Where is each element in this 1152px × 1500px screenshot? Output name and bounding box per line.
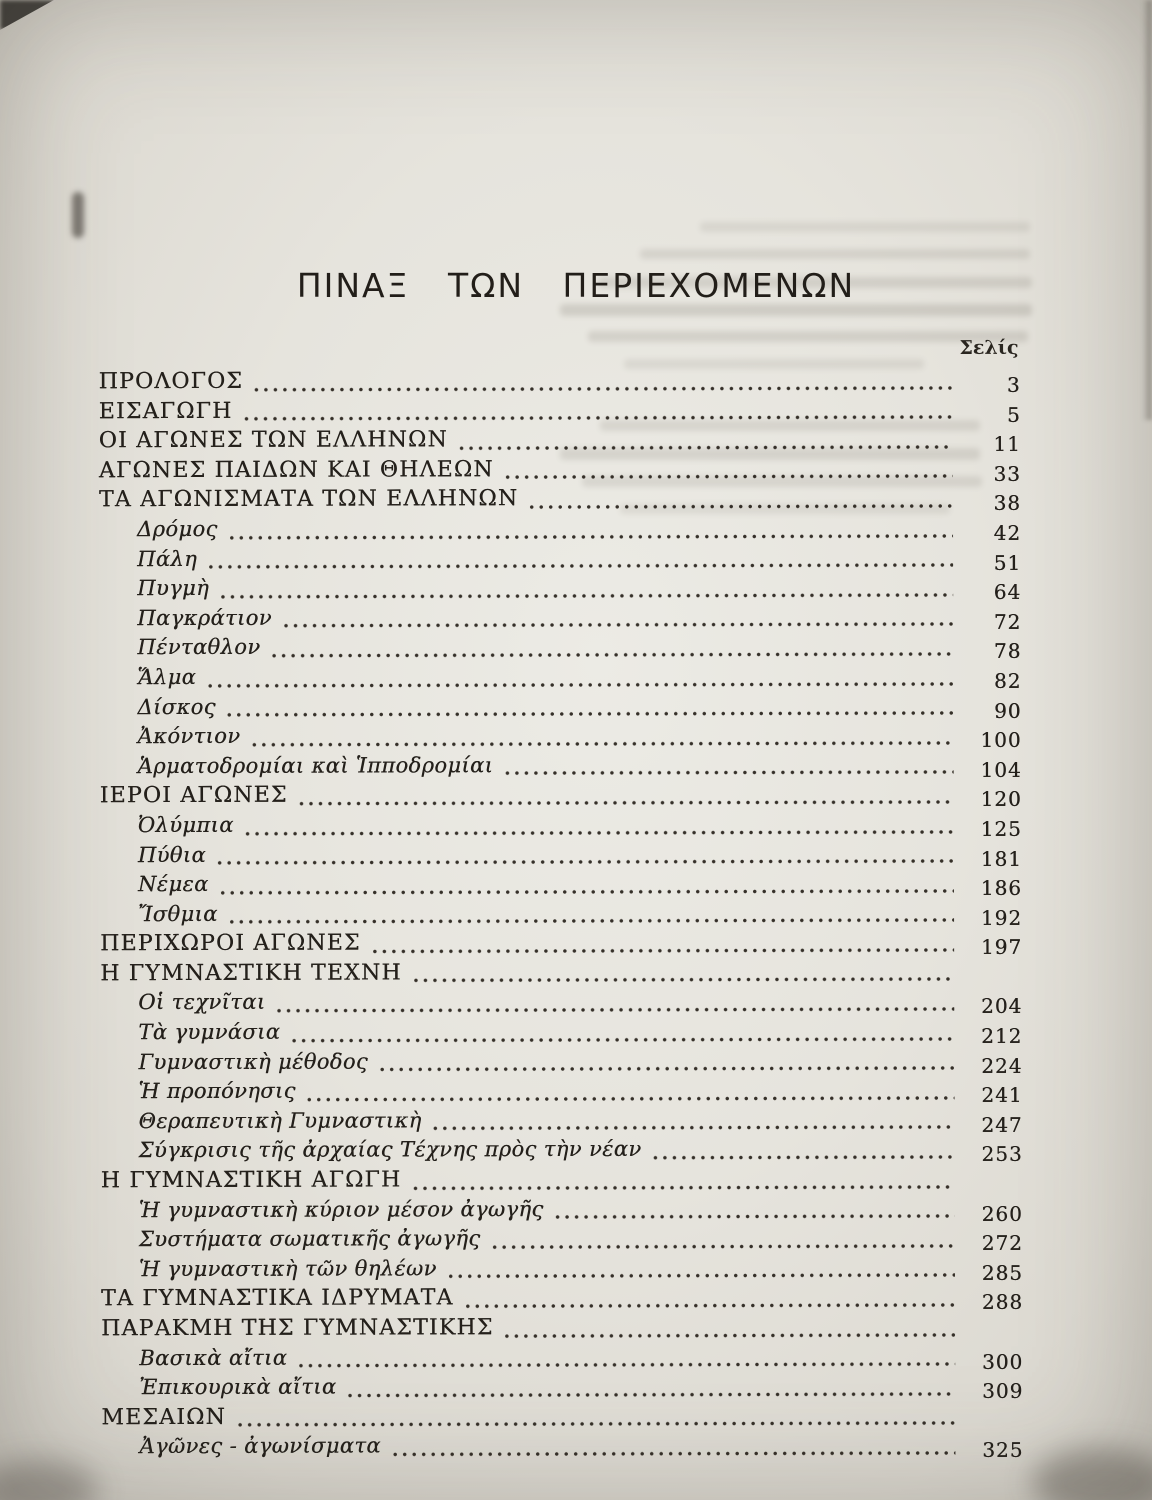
toc-entry-label: Ἡ γυμναστικὴ τῶν θηλέων [138, 1256, 437, 1281]
toc-leader-dots [410, 1185, 954, 1190]
toc-entry [99, 544, 1021, 576]
toc-entry [100, 1018, 1022, 1050]
toc-entry [99, 456, 1021, 488]
toc-leader-dots [241, 415, 952, 421]
toc-entry-label: Ἐπικουρικὰ αἴτια [139, 1374, 337, 1400]
scan-corner-shadow [1032, 1448, 1152, 1500]
toc-entry [101, 1225, 1023, 1257]
toc-entry-label: ΤΑ ΑΓΩΝΙΣΜΑΤΑ ΤΩΝ ΕΛΛΗΝΩΝ [98, 486, 519, 513]
toc-entry-page-number: 125 [980, 816, 1022, 841]
toc-entry [99, 485, 1021, 517]
toc-leader-dots [446, 1273, 955, 1278]
toc-leader-dots [297, 800, 954, 806]
toc-entry-label: Νέμεα [137, 872, 209, 897]
toc-leader-dots [431, 1125, 955, 1130]
toc-entry [100, 811, 1022, 843]
toc-entry-page-number: 5 [1006, 402, 1021, 427]
toc-leader-dots [370, 948, 954, 954]
toc-entry-page-number: 64 [993, 579, 1022, 605]
toc-entry [100, 1077, 1022, 1109]
toc-entry [101, 1255, 1023, 1287]
toc-entry [101, 1373, 1023, 1405]
toc-entry-label: Ἡ γυμναστικὴ κύριον μέσον ἀγωγῆς [138, 1196, 544, 1222]
toc-entry-label: Η ΓΥΜΝΑΣΤΙΚΗ ΑΓΩΓΗ [100, 1167, 402, 1194]
toc-entry [100, 1047, 1022, 1079]
toc-entry [100, 959, 1022, 991]
toc-leader-dots [281, 622, 953, 628]
bleedthrough-line [640, 249, 1030, 259]
toc-entry-page-number: 90 [994, 698, 1022, 723]
toc-leader-dots [390, 1451, 955, 1456]
toc-entry-label: ΠΡΟΛΟΓΟΣ [98, 368, 244, 395]
toc-entry [100, 722, 1022, 754]
toc-entry-label: Βασικὰ αἴτια [139, 1345, 288, 1370]
toc-entry-label: Ἡ προπόνησις [138, 1078, 296, 1104]
scan-corner-shadow [0, 1460, 98, 1500]
toc-leader-dots [463, 1303, 955, 1308]
toc-leader-dots [205, 682, 953, 688]
toc-entry-label: Οἱ τεχνῖται [138, 990, 266, 1015]
toc-entry-page-number: 33 [993, 461, 1021, 486]
page-number-column-header: Σελίς [959, 336, 1019, 359]
scan-edge-shadow [1142, 0, 1152, 420]
toc-leader-dots [215, 859, 954, 865]
toc-entry-label: ΙΕΡΟΙ ΑΓΩΝΕΣ [99, 783, 288, 809]
toc-leader-dots [269, 652, 953, 658]
toc-entry-page-number: 197 [980, 935, 1023, 960]
toc-leader-dots [503, 474, 953, 479]
toc-leader-dots [225, 711, 954, 717]
toc-leader-dots [274, 1007, 954, 1013]
toc-entry-label: ΠΕΡΙΧΩΡΟΙ ΑΓΩΝΕΣ [100, 930, 361, 957]
toc-leader-dots [218, 889, 954, 895]
toc-entry-label: Τὰ γυμνάσια [138, 1019, 281, 1045]
page-title: ΠΙΝΑΞ ΤΩΝ ΠΕΡΙΕΧΟΜΕΝΩΝ [296, 266, 856, 305]
toc-entry-page-number: 285 [981, 1260, 1024, 1285]
toc-entry [101, 1195, 1023, 1227]
toc-entry [99, 574, 1021, 606]
toc-entry [99, 426, 1021, 458]
toc-leader-dots [377, 1066, 954, 1072]
toc-leader-dots [527, 504, 953, 509]
toc-entry-label: Η ΓΥΜΝΑΣΤΙΚΗ ΤΕΧΝΗ [100, 960, 402, 987]
toc-leader-dots [305, 1096, 955, 1102]
toc-entry-page-number: 309 [982, 1378, 1024, 1404]
toc-entry-page-number: 100 [980, 727, 1022, 753]
toc-entry-label: ΤΑ ΓΥΜΝΑΣΤΙΚΑ ΙΔΡΥΜΑΤΑ [101, 1285, 454, 1312]
toc-entry-page-number: 253 [981, 1142, 1023, 1167]
toc-entry-label: ΑΓΩΝΕΣ ΠΑΙΔΩΝ ΚΑΙ ΘΗΛΕΩΝ [98, 456, 494, 483]
toc-entry [101, 1107, 1023, 1139]
toc-entry-label: Συστήματα σωματικῆς ἀγωγῆς [138, 1226, 481, 1252]
toc-entry-label: Πάλη [137, 546, 198, 571]
toc-entry [99, 633, 1021, 665]
toc-entry [100, 870, 1022, 902]
toc-leader-dots [206, 563, 953, 569]
toc-entry-label: ΜΕΣΑΙΩΝ [101, 1404, 226, 1430]
table-of-contents [99, 337, 1024, 1464]
toc-leader-dots [457, 445, 953, 450]
toc-entry [100, 929, 1022, 961]
toc-entry [99, 515, 1021, 547]
toc-entry-label: ΠΑΡΑΚΜΗ ΤΗΣ ΓΥΜΝΑΣΤΙΚΗΣ [101, 1315, 494, 1342]
toc-entry [101, 1403, 1023, 1435]
toc-entry-page-number: 42 [993, 520, 1022, 545]
toc-leader-dots [411, 977, 954, 982]
toc-entry-page-number: 192 [980, 905, 1023, 930]
toc-leader-dots [227, 534, 953, 540]
toc-entry-page-number: 288 [981, 1290, 1024, 1315]
toc-entry [100, 781, 1022, 813]
toc-entry [101, 1284, 1023, 1316]
toc-entry-label: Ὀλύμπια [137, 812, 234, 838]
toc-entry [99, 396, 1021, 428]
toc-entry [99, 692, 1021, 724]
toc-entry-page-number: 104 [980, 757, 1022, 782]
toc-leader-dots [651, 1155, 955, 1160]
toc-entry-label: Ἀγῶνες - ἀγωνίσματα [139, 1433, 381, 1459]
toc-entry [101, 1314, 1023, 1346]
toc-entry-page-number: 325 [982, 1438, 1024, 1463]
toc-entry-page-number: 247 [981, 1112, 1023, 1137]
toc-leader-dots [227, 918, 954, 924]
toc-entry-page-number: 300 [981, 1349, 1024, 1374]
toc-entry-page-number: 204 [981, 994, 1023, 1019]
toc-entry-page-number: 181 [980, 846, 1022, 871]
toc-entry-page-number: 82 [993, 668, 1022, 693]
toc-entry-label: Ἅλμα [137, 664, 197, 690]
toc-entry-label: ΟΙ ΑΓΩΝΕΣ ΤΩΝ ΕΛΛΗΝΩΝ [98, 427, 448, 454]
toc-entry [101, 1432, 1023, 1464]
toc-entry-page-number: 3 [1006, 372, 1021, 397]
toc-leader-dots [489, 1244, 954, 1249]
toc-entry-label: Παγκράτιον [137, 605, 272, 630]
toc-entry [100, 752, 1022, 784]
toc-leader-dots [345, 1392, 955, 1398]
toc-entry-label: Θεραπευτικὴ Γυμναστικὴ [138, 1108, 422, 1133]
toc-leader-dots [249, 741, 953, 747]
toc-leader-dots [252, 386, 953, 392]
toc-entry-page-number: 38 [993, 491, 1021, 516]
toc-entry-label: Γυμναστικὴ μέθοδος [138, 1049, 369, 1074]
toc-leader-dots [502, 770, 953, 775]
toc-entry-page-number: 11 [993, 431, 1021, 457]
toc-leader-dots [296, 1362, 955, 1368]
bleedthrough-line [700, 222, 1030, 232]
toc-entry-page-number: 241 [981, 1083, 1023, 1108]
scan-corner-artifact [0, 0, 54, 30]
toc-entry-label: Δρόμος [136, 516, 218, 542]
toc-leader-dots [553, 1214, 955, 1219]
toc-entry-page-number: 78 [993, 639, 1022, 664]
toc-list [99, 367, 1024, 1464]
bleedthrough-line [560, 304, 1032, 316]
toc-entry-page-number: 260 [981, 1201, 1023, 1226]
toc-entry-page-number: 120 [980, 787, 1022, 812]
toc-entry-label: Ἁρματοδρομίαι καὶ Ἱπποδρομίαι [137, 752, 494, 778]
toc-entry [99, 604, 1021, 636]
toc-entry-page-number: 51 [993, 550, 1022, 575]
toc-leader-dots [243, 829, 954, 835]
scan-smudge [72, 192, 84, 238]
toc-entry-label: Πυγμὴ [137, 576, 210, 601]
toc-entry-label: Πένταθλον [137, 635, 261, 660]
toc-entry-page-number: 72 [993, 609, 1022, 634]
toc-entry [101, 1343, 1023, 1375]
toc-entry [100, 840, 1022, 872]
toc-entry-label: Σύγκρισις τῆς ἀρχαίας Τέχνης πρὸς τὴν νέαν [138, 1137, 642, 1163]
toc-entry [99, 367, 1021, 399]
toc-leader-dots [503, 1333, 956, 1338]
toc-entry [101, 1136, 1023, 1168]
toc-leader-dots [235, 1421, 955, 1427]
toc-entry-page-number: 212 [981, 1023, 1023, 1048]
toc-entry [101, 1166, 1023, 1198]
toc-entry-label: Ἀκόντιον [137, 723, 241, 749]
toc-entry-page-number: 224 [981, 1053, 1023, 1078]
toc-entry [100, 988, 1022, 1020]
toc-leader-dots [289, 1037, 954, 1043]
toc-entry-label: Ἴσθμια [138, 901, 218, 926]
toc-entry-label: Δίσκος [137, 694, 216, 719]
toc-entry [100, 899, 1022, 931]
toc-entry-label: Πύθια [137, 842, 207, 867]
toc-leader-dots [218, 593, 953, 599]
toc-entry-page-number: 186 [980, 875, 1022, 900]
toc-entry-label: ΕΙΣΑΓΩΓΗ [98, 398, 233, 424]
toc-entry [99, 663, 1021, 695]
toc-entry-page-number: 272 [981, 1231, 1023, 1256]
